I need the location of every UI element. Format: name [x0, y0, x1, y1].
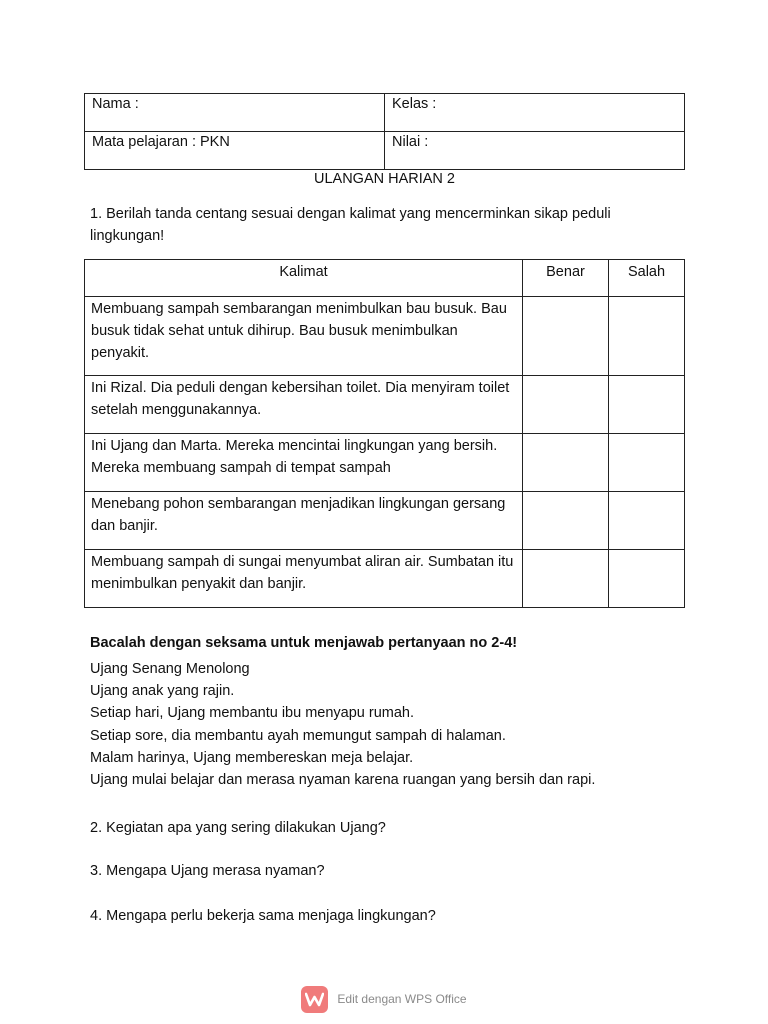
- info-row: [85, 94, 685, 132]
- story-line: Ujang anak yang rajin.: [90, 683, 235, 700]
- mata-pelajaran-field[interactable]: Mata pelajaran : PKN: [85, 132, 385, 170]
- question-1-text: 1. Berilah tanda centang sesuai dengan kalimat yang mencerminkan sikap peduli lingkungan!: [90, 206, 611, 244]
- sentence-cell: Membuang sampah sembarangan menimbulkan bau busuk. Bau busuk tidak sehat untuk dihirup. Bau busuk menimbulkan penyakit.: [85, 297, 523, 376]
- sentence-cell: Ini Ujang dan Marta. Mereka mencintai lingkungan yang bersih. Mereka membuang sampah di tempat sampah: [85, 434, 523, 492]
- column-header-benar: Benar: [523, 260, 609, 297]
- wps-edit-link[interactable]: [301, 986, 466, 1013]
- question-2: 2. Kegiatan apa yang sering dilakukan Ujang?: [90, 820, 386, 836]
- kelas-field[interactable]: Kelas :: [385, 94, 685, 132]
- question-3: 3. Mengapa Ujang merasa nyaman?: [90, 863, 325, 879]
- benar-cell[interactable]: [523, 376, 609, 434]
- nilai-field[interactable]: Nilai :: [385, 132, 685, 170]
- benar-cell[interactable]: [523, 492, 609, 550]
- page-title: ULANGAN HARIAN 2: [313, 171, 455, 187]
- statement-table: [84, 259, 685, 608]
- benar-cell[interactable]: [523, 297, 609, 376]
- question-4: 4. Mengapa perlu bekerja sama menjaga lingkungan?: [90, 908, 436, 924]
- reading-instruction: Bacalah dengan seksama untuk menjawab pertanyaan no 2-4!: [90, 635, 518, 651]
- salah-cell[interactable]: [609, 550, 685, 608]
- table-row: [85, 297, 685, 376]
- story-line: Ujang mulai belajar dan merasa nyaman karena ruangan yang bersih dan rapi.: [90, 772, 596, 789]
- story-line: Setiap sore, dia membantu ayah memungut sampah di halaman.: [90, 727, 506, 744]
- wps-edit-label: Edit dengan WPS Office: [337, 992, 467, 1006]
- info-row: [85, 132, 685, 170]
- table-row: [85, 434, 685, 492]
- nama-field[interactable]: Nama :: [85, 94, 385, 132]
- salah-cell[interactable]: [609, 434, 685, 492]
- column-header-kalimat: Kalimat: [85, 260, 523, 297]
- benar-cell[interactable]: [523, 550, 609, 608]
- story-line: Setiap hari, Ujang membantu ibu menyapu rumah.: [90, 705, 415, 722]
- table-row: [85, 492, 685, 550]
- statement-table-header: [85, 260, 685, 297]
- sentence-cell: Ini Rizal. Dia peduli dengan kebersihan toilet. Dia menyiram toilet setelah menggunakannya.: [85, 376, 523, 434]
- story-title: Ujang Senang Menolong: [90, 661, 250, 677]
- sentence-cell: Membuang sampah di sungai menyumbat aliran air. Sumbatan itu menimbulkan penyakit dan banjir.: [85, 550, 523, 608]
- benar-cell[interactable]: [523, 434, 609, 492]
- salah-cell[interactable]: [609, 492, 685, 550]
- salah-cell[interactable]: [609, 297, 685, 376]
- table-row: [85, 550, 685, 608]
- student-info-table: [84, 93, 685, 170]
- salah-cell[interactable]: [609, 376, 685, 434]
- table-row: [85, 376, 685, 434]
- story-text: [90, 658, 685, 791]
- story-line: Malam harinya, Ujang membereskan meja belajar.: [90, 749, 414, 766]
- sentence-cell: Menebang pohon sembarangan menjadikan lingkungan gersang dan banjir.: [85, 492, 523, 550]
- footer: [0, 984, 768, 1014]
- column-header-salah: Salah: [609, 260, 685, 297]
- wps-office-icon: [301, 986, 328, 1013]
